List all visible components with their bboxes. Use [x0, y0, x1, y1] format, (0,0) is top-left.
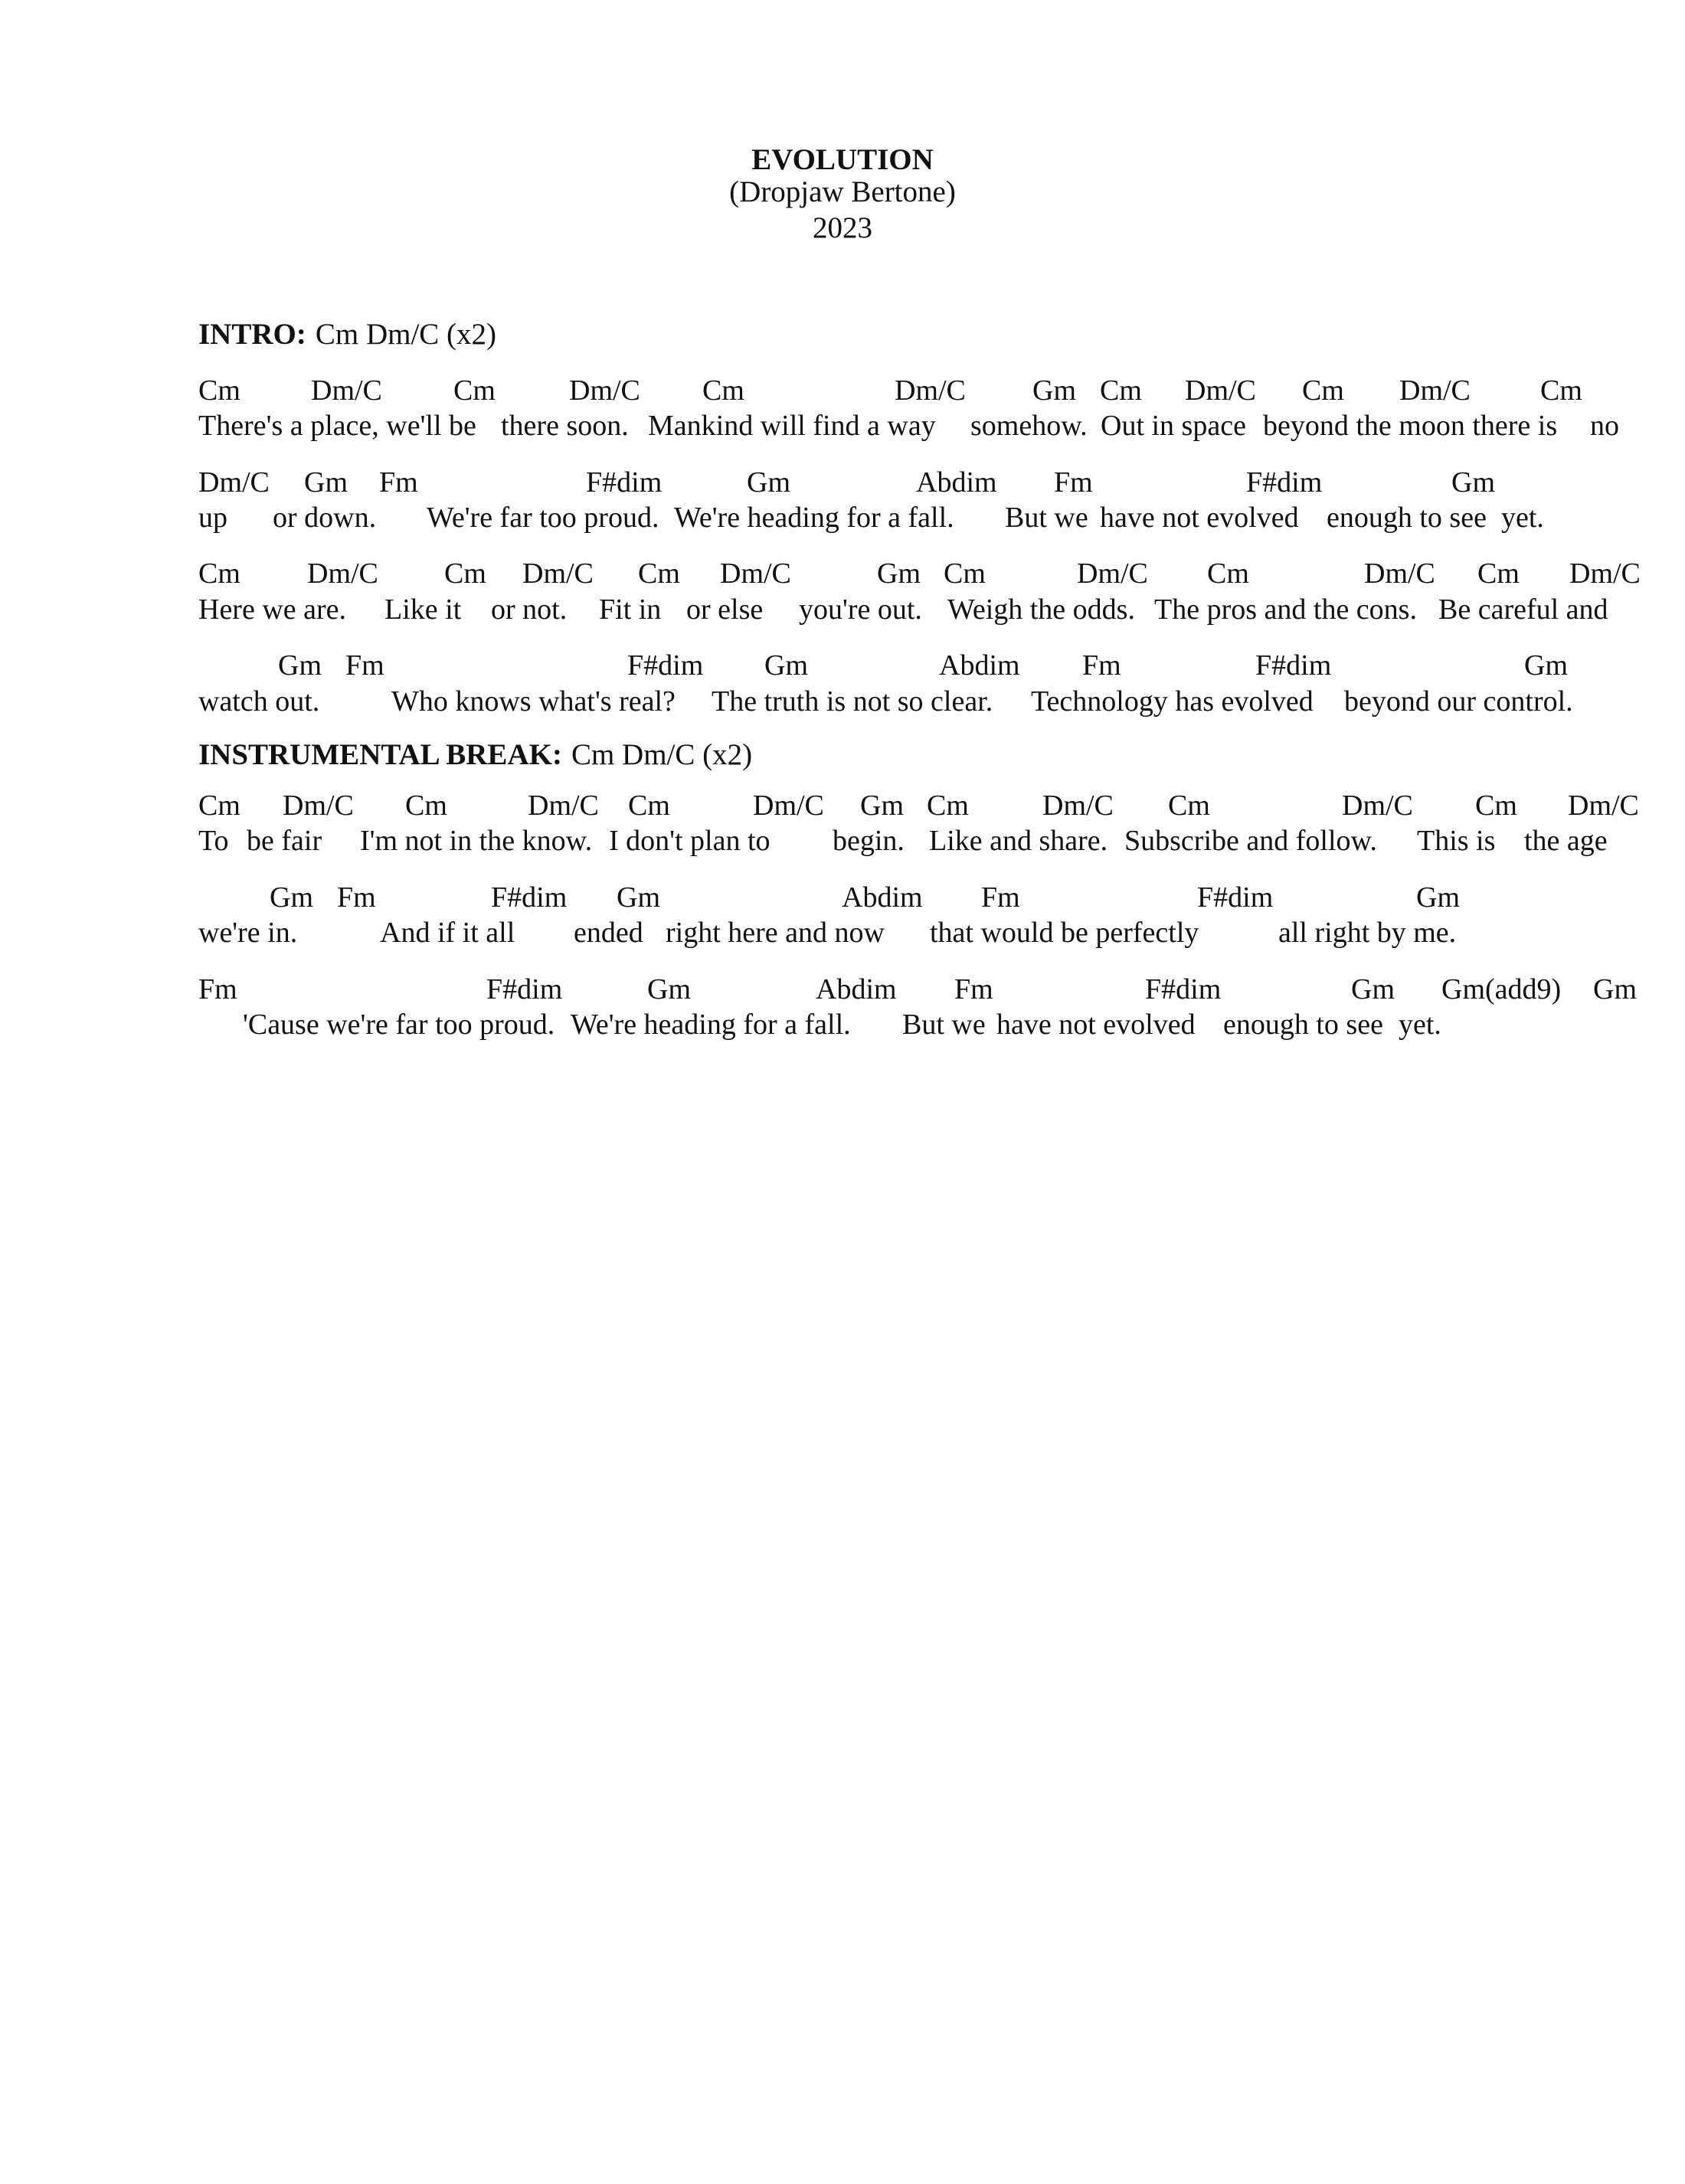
- instrumental-break-chords: Cm Dm/C (x2): [571, 738, 753, 771]
- chord: Gm: [860, 790, 904, 822]
- chord: Gm: [1032, 374, 1076, 407]
- chord-line: [0, 972, 1685, 1007]
- lyric-segment: or else: [686, 593, 764, 626]
- chord: Gm: [1351, 973, 1395, 1005]
- chord: Cm: [628, 790, 670, 822]
- instrumental-break-label: INSTRUMENTAL BREAK:: [198, 738, 562, 771]
- chord: Dm/C: [1077, 557, 1148, 590]
- lyric-segment: ended: [574, 917, 643, 949]
- song-artist: (Dropjaw Bertone): [729, 175, 956, 208]
- chord: Cm: [198, 557, 240, 590]
- lyric-segment: Weigh the odds.: [947, 593, 1135, 626]
- chord: Cm: [1302, 374, 1344, 407]
- chord: Fm: [954, 973, 993, 1005]
- chord: Cm: [444, 557, 486, 590]
- lyric-segment: all right by me.: [1278, 917, 1457, 949]
- lyric-line: [0, 915, 1685, 950]
- lyric-segment: Fit in: [599, 593, 662, 626]
- lyric-segment: have not evolved: [996, 1009, 1196, 1041]
- chord: Gm: [1593, 973, 1637, 1005]
- chord: F#dim: [586, 466, 663, 499]
- chord: Cm: [927, 790, 969, 822]
- chord: Dm/C: [895, 374, 966, 407]
- chord: Cm: [638, 557, 680, 590]
- lyric-line: [0, 408, 1685, 443]
- chord: F#dim: [1197, 881, 1274, 914]
- chord: Cm: [1477, 557, 1520, 590]
- chord: Cm: [453, 374, 496, 407]
- intro-chords: Cm Dm/C (x2): [315, 318, 497, 351]
- chord: Gm: [617, 881, 660, 914]
- chord: Abdim: [842, 881, 923, 914]
- chord: Fm: [198, 973, 237, 1005]
- chord: Dm/C: [753, 790, 824, 822]
- chord-line: [0, 465, 1685, 500]
- lyric-segment: or not.: [491, 593, 568, 626]
- lyric-segment: But we: [902, 1009, 986, 1041]
- chord: Gm: [647, 973, 691, 1005]
- chord: Dm/C: [1042, 790, 1114, 822]
- song-title: EVOLUTION: [751, 143, 934, 176]
- chord: Dm/C: [311, 374, 382, 407]
- lyric-segment: And if it all: [380, 917, 515, 949]
- chord-line: [0, 373, 1685, 408]
- lyric-segment: somehow.: [970, 410, 1088, 442]
- chord-line: [0, 648, 1685, 683]
- chord: Cm: [1475, 790, 1517, 822]
- chord: Gm: [270, 881, 313, 914]
- lyric-segment: We're heading for a fall.: [674, 502, 954, 534]
- chord: Dm/C: [522, 557, 594, 590]
- lyric-segment: 'Cause we're far too proud.: [243, 1009, 555, 1041]
- lyric-segment: We're far too proud.: [427, 502, 659, 534]
- lyric-segment: Who knows what's real?: [391, 685, 676, 718]
- chord: Gm: [278, 649, 322, 682]
- chord: Dm/C: [198, 466, 270, 499]
- lyric-segment: Like and share.: [929, 825, 1108, 857]
- chord: Abdim: [939, 649, 1020, 682]
- lyric-segment: To: [198, 825, 229, 857]
- chord: Fm: [379, 466, 418, 499]
- intro-label: INTRO:: [198, 318, 306, 351]
- chord-line: [0, 556, 1685, 591]
- chord: Fm: [1082, 649, 1121, 682]
- chord: Gm: [1524, 649, 1568, 682]
- chord-line: [0, 788, 1685, 823]
- lyric-line: [0, 823, 1685, 858]
- lyric-segment: have not evolved: [1100, 502, 1299, 534]
- chord: Dm/C: [1342, 790, 1413, 822]
- chord: F#dim: [627, 649, 704, 682]
- lyric-segment: begin.: [833, 825, 905, 857]
- lyric-segment: be fair: [247, 825, 322, 857]
- chord: Cm: [1207, 557, 1249, 590]
- chord: Dm/C: [307, 557, 378, 590]
- chord: Dm/C: [720, 557, 791, 590]
- lyric-segment: But we: [1005, 502, 1088, 534]
- chord: Gm(add9): [1441, 973, 1562, 1005]
- lyric-segment: We're heading for a fall.: [571, 1009, 851, 1041]
- lyric-segment: The pros and the cons.: [1154, 593, 1417, 626]
- chord-line: [0, 880, 1685, 915]
- chord: Fm: [345, 649, 384, 682]
- chord: Dm/C: [569, 374, 640, 407]
- lyric-line: [0, 684, 1685, 719]
- chord: Fm: [1054, 466, 1093, 499]
- lyric-segment: Here we are.: [198, 593, 347, 626]
- chord: Gm: [1451, 466, 1495, 499]
- chord: Cm: [198, 790, 240, 822]
- chord: Dm/C: [283, 790, 354, 822]
- chord: Cm: [702, 374, 744, 407]
- chord: Dm/C: [1569, 557, 1641, 590]
- lyric-segment: yet.: [1399, 1009, 1441, 1041]
- lyric-line: [0, 592, 1685, 627]
- lyric-segment: up: [198, 502, 227, 534]
- chord: Cm: [405, 790, 447, 822]
- chord: Gm: [1416, 881, 1460, 914]
- lyric-segment: Like it: [384, 593, 462, 626]
- lyric-segment: watch out.: [198, 685, 320, 718]
- chord: Cm: [198, 374, 240, 407]
- lyric-segment: The truth is not so clear.: [712, 685, 993, 718]
- lyric-segment: There's a place, we'll be: [198, 410, 476, 442]
- lyric-segment: Mankind will find a way: [648, 410, 936, 442]
- lyric-line: [0, 1007, 1685, 1042]
- lyric-segment: beyond our control.: [1344, 685, 1573, 718]
- instrumental-break-section: [198, 737, 752, 773]
- lyric-segment: Subscribe and follow.: [1124, 825, 1377, 857]
- chord: Gm: [877, 557, 921, 590]
- chord: Dm/C: [1364, 557, 1435, 590]
- lyric-segment: Out in space: [1101, 410, 1246, 442]
- chord: Gm: [304, 466, 348, 499]
- lyric-segment: we're in.: [198, 917, 298, 949]
- lyric-segment: that would be perfectly: [930, 917, 1199, 949]
- chord: Cm: [944, 557, 986, 590]
- lyric-segment: no: [1590, 410, 1619, 442]
- lyric-segment: enough to see: [1327, 502, 1487, 534]
- lyric-segment: or down.: [273, 502, 377, 534]
- lyric-segment: beyond the moon there is: [1263, 410, 1558, 442]
- chord: F#dim: [1145, 973, 1222, 1005]
- lyric-line: [0, 500, 1685, 535]
- chord: Abdim: [916, 466, 997, 499]
- chord: Cm: [1168, 790, 1210, 822]
- lyric-segment: the age: [1524, 825, 1608, 857]
- lyric-segment: right here and now: [666, 917, 885, 949]
- chord: Gm: [764, 649, 808, 682]
- chord: Abdim: [816, 973, 897, 1005]
- lyric-segment: Be careful and: [1438, 593, 1608, 626]
- lyric-segment: there soon.: [501, 410, 629, 442]
- chord: Fm: [337, 881, 376, 914]
- chord: F#dim: [486, 973, 563, 1005]
- lyric-segment: enough to see: [1223, 1009, 1383, 1041]
- lyric-segment: I'm not in the know.: [360, 825, 593, 857]
- chord: F#dim: [1246, 466, 1323, 499]
- chord: Dm/C: [528, 790, 599, 822]
- chord: Dm/C: [1399, 374, 1471, 407]
- chord: Dm/C: [1185, 374, 1256, 407]
- song-year: 2023: [813, 211, 872, 244]
- chord: Dm/C: [1568, 790, 1639, 822]
- chord: F#dim: [491, 881, 568, 914]
- chord: Fm: [981, 881, 1020, 914]
- lyric-segment: Technology has evolved: [1031, 685, 1314, 718]
- chord: Gm: [747, 466, 790, 499]
- lyric-segment: you're out.: [799, 593, 922, 626]
- chord: Cm: [1100, 374, 1142, 407]
- lyric-segment: This is: [1417, 825, 1496, 857]
- intro-section: [198, 317, 496, 352]
- lyric-segment: yet.: [1501, 502, 1544, 534]
- chord: F#dim: [1255, 649, 1332, 682]
- lyric-segment: I don't plan to: [609, 825, 771, 857]
- chord: Cm: [1540, 374, 1582, 407]
